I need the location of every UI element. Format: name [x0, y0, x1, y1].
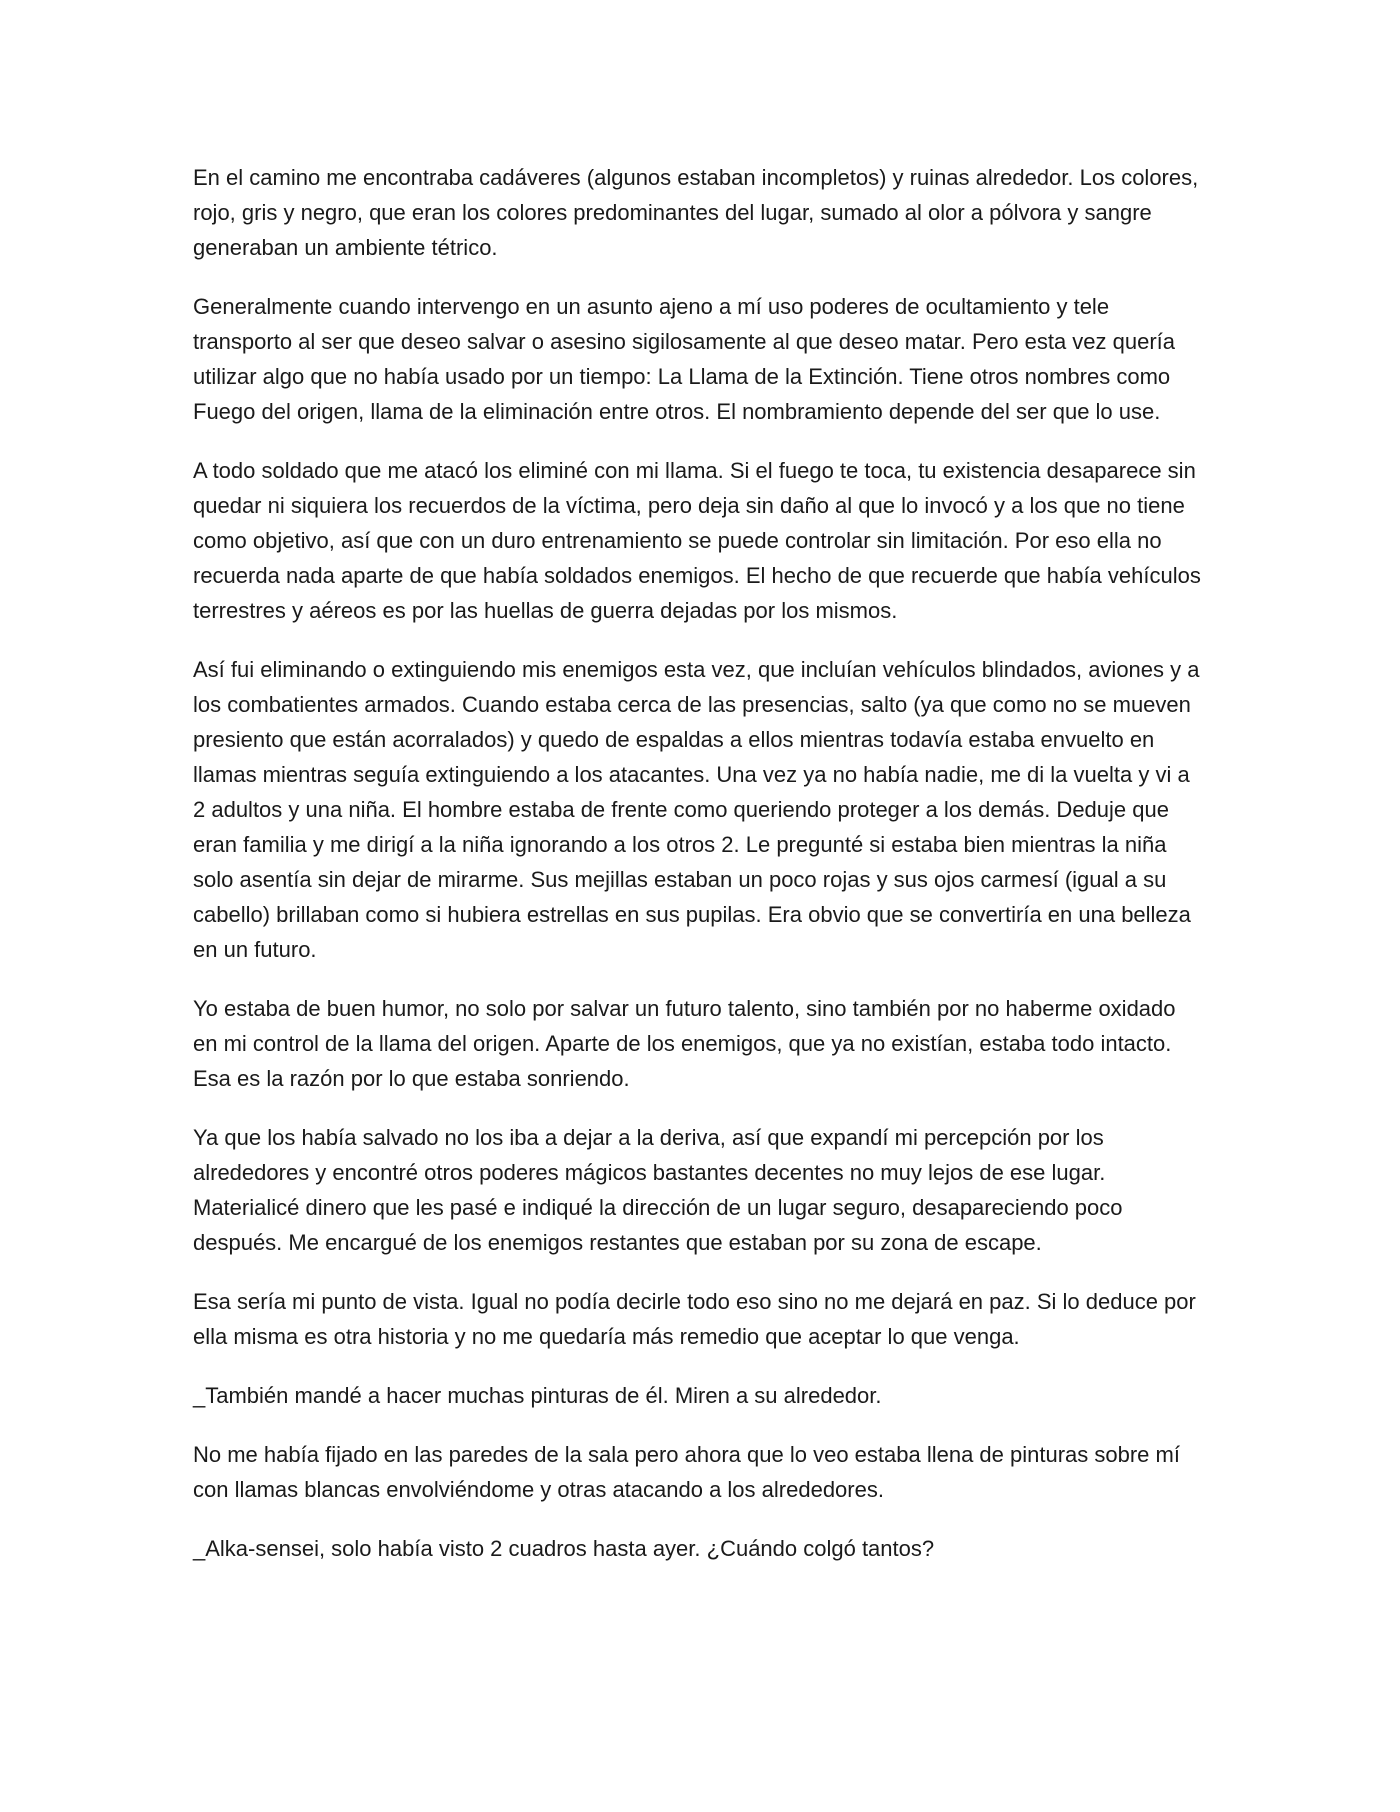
paragraph: En el camino me encontraba cadáveres (algunos estaban incompletos) y ruinas alrededor. Los colores, rojo, gris y negro, que eran los colores predominantes del lugar, sumado al olor a pólvora y sangre generaban un ambiente tétrico. — [193, 165, 1199, 260]
dialogue-line: _También mandé a hacer muchas pinturas de él. Miren a su alrededor. — [193, 1383, 882, 1408]
paragraph: Así fui eliminando o extinguiendo mis enemigos esta vez, que incluían vehículos blindados, aviones y a los combatientes armados. Cuando estaba cerca de las presencias, salto (ya que como no se mueven presiento que están acorralados) y quedo de espaldas a ellos mientras todavía estaba envuelto en llamas mientras seguía extinguiendo a los atacantes. Una vez ya no había nadie, me di la vuelta y vi a 2 adultos y una niña. El hombre estaba de frente como queriendo proteger a los demás. Deduje que eran familia y me dirigí a la niña ignorando a los otros 2. Le pregunté si estaba bien mientras la niña solo asentía sin dejar de mirarme. Sus mejillas estaban un poco rojas y sus ojos carmesí (igual a su cabello) brillaban como si hubiera estrellas en sus pupilas. Era obvio que se convertiría en una belleza en un futuro. — [193, 657, 1200, 962]
paragraph: Yo estaba de buen humor, no solo por salvar un futuro talento, sino también por no haberme oxidado en mi control de la llama del origen. Aparte de los enemigos, que ya no existían, estaba todo intacto. Esa es la razón por lo que estaba sonriendo. — [193, 996, 1176, 1091]
dialogue-line: _Alka-sensei, solo había visto 2 cuadros hasta ayer. ¿Cuándo colgó tantos? — [193, 1536, 935, 1561]
paragraph: Ya que los había salvado no los iba a dejar a la deriva, así que expandí mi percepción por los alrededores y encontré otros poderes mágicos bastantes decentes no muy lejos de ese lugar. Materialicé dinero que les pasé e indiqué la dirección de un lugar seguro, desapareciendo poco después. Me encargué de los enemigos restantes que estaban por su zona de escape. — [193, 1125, 1123, 1255]
paragraph: No me había fijado en las paredes de la sala pero ahora que lo veo estaba llena de pinturas sobre mí con llamas blancas envolviéndome y otras atacando a los alrededores. — [193, 1442, 1180, 1502]
document-body — [193, 160, 1203, 1590]
paragraph: Esa sería mi punto de vista. Igual no podía decirle todo eso sino no me dejará en paz. Si lo deduce por ella misma es otra historia y no me quedaría más remedio que aceptar lo que venga. — [193, 1289, 1196, 1349]
paragraph: Generalmente cuando intervengo en un asunto ajeno a mí uso poderes de ocultamiento y tele transporto al ser que deseo salvar o asesino sigilosamente al que deseo matar. Pero esta vez quería utilizar algo que no había usado por un tiempo: La Llama de la Extinción. Tiene otros nombres como Fuego del origen, llama de la eliminación entre otros. El nombramiento depende del ser que lo use. — [193, 294, 1176, 424]
paragraph: A todo soldado que me atacó los eliminé con mi llama. Si el fuego te toca, tu existencia desaparece sin quedar ni siquiera los recuerdos de la víctima, pero deja sin daño al que lo invocó y a los que no tiene como objetivo, así que con un duro entrenamiento se puede controlar sin limitación. Por eso ella no recuerda nada aparte de que había soldados enemigos. El hecho de que recuerde que había vehículos terrestres y aéreos es por las huellas de guerra dejadas por los mismos. — [193, 458, 1201, 623]
